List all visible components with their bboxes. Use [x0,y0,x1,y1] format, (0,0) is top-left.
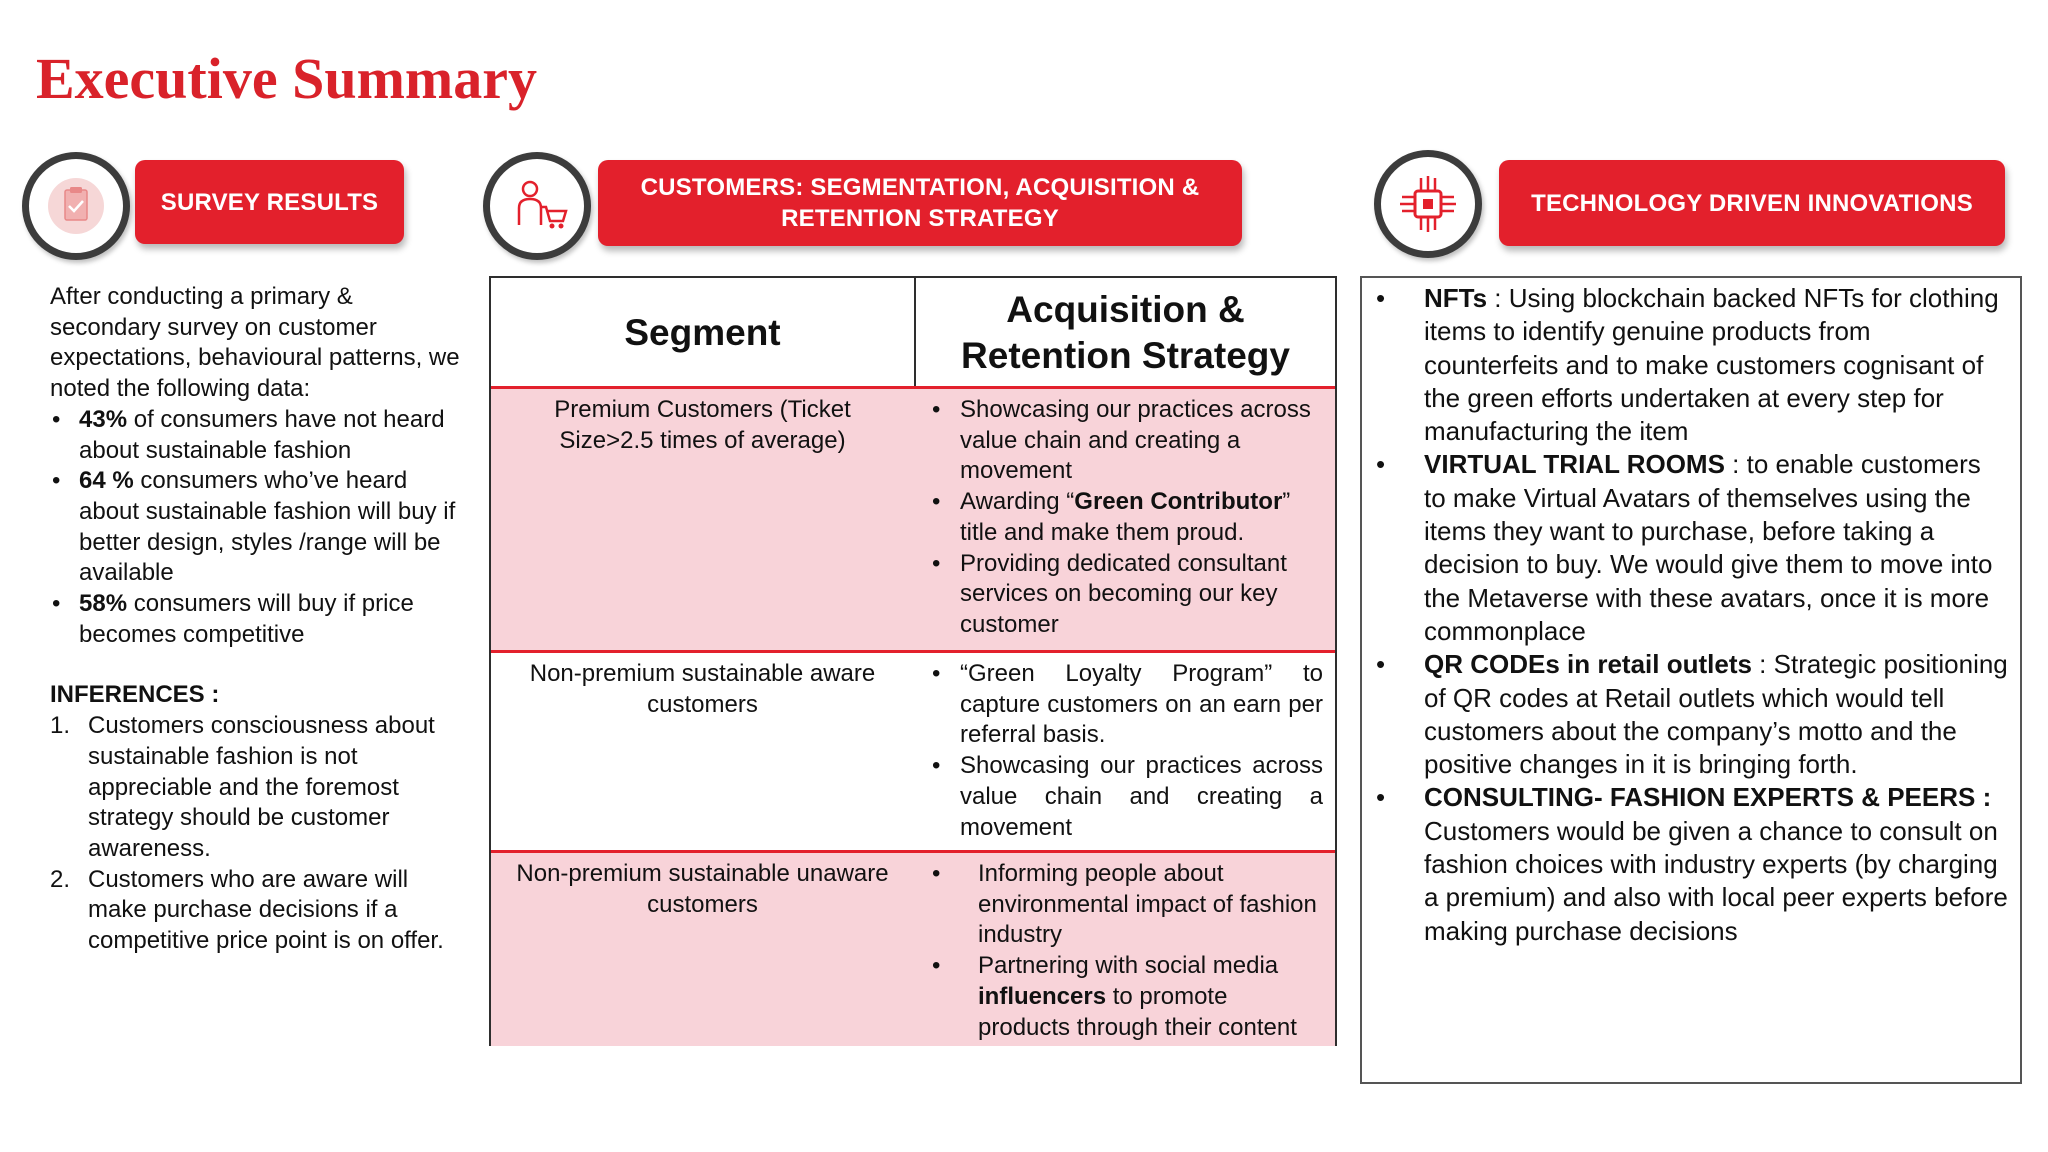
table-header-strategy: Acquisition & Retention Strategy [961,289,1290,376]
table-row [491,850,1335,1046]
survey-findings-list [50,405,470,651]
strategy-cell [916,659,1335,843]
finding-item: • 58% consumers will buy if price becomes competitive [50,589,470,650]
strategy-item: • Showcasing our practices across value chain and creating a movement [930,395,1323,487]
inference-item: 2. Customers who are aware will make purchase decisions if a competitive price point is on offer. [50,865,444,955]
strategy-item: • Partnering with social media influencers to promote products through their content [930,951,1323,1043]
table-row [491,650,1335,850]
strategy-item: • Awarding “Green Contributor” title and make them proud. [930,487,1323,548]
strategy-cell [916,395,1335,641]
customers-strategy-header: CUSTOMERS: SEGMENTATION, ACQUISITION & RETENTION STRATEGY [598,160,1242,246]
segment-cell: Non-premium sustainable aware customers [529,660,876,718]
customers-icon-badge [483,152,591,260]
inferences-title: INFERENCES : [50,681,220,709]
shopping-cart-person-icon [506,175,568,237]
technology-innovations-box [1360,276,2022,1084]
strategy-cell [916,859,1335,1043]
segment-cell: Premium Customers (Ticket Size>2.5 times of average) [554,396,851,454]
innovation-item: • QR CODEs in retail outlets : Strategic positioning of QR codes at Retail outlets which would tell customers about the company’s motto and the positive changes in it is bringing forth. [1374,648,2008,781]
survey-icon-badge [22,152,130,260]
page-title: Executive Summary [36,46,537,111]
strategy-item: • Showcasing our practices across value chain and creating a movement [930,751,1323,843]
segmentation-table [489,276,1337,1046]
inference-item: 1. Customers consciousness about sustainable fashion is not appreciable and the foremost strategy should be customer awareness. [50,712,435,862]
table-row [491,386,1335,650]
innovation-item: • CONSULTING- FASHION EXPERTS & PEERS : Customers would be given a chance to consult on fashion choices with industry experts (by charging a premium) and also with local peer experts before making purchase decisions [1374,781,2008,947]
table-header-segment: Segment [624,312,781,353]
survey-intro: After conducting a primary & secondary survey on customer expectations, behavioural patterns, we noted the following data: [50,283,460,403]
strategy-item: • Informing people about environmental impact of fashion industry [930,859,1323,951]
finding-item: • 64 % consumers who’ve heard about sustainable fashion will buy if better design, styles /range will be available [50,466,470,589]
segment-cell: Non-premium sustainable unaware customers [516,860,889,918]
strategy-item: • “Green Loyalty Program” to capture customers on an earn per referral basis. [930,659,1323,751]
circuit-chip-icon [1396,172,1460,236]
survey-results-text [50,282,470,957]
strategy-item: • Providing dedicated consultant services on becoming our key customer [930,549,1323,641]
finding-item: • 43% of consumers have not heard about sustainable fashion [50,405,470,466]
innovation-item: • NFTs : Using blockchain backed NFTs for clothing items to identify genuine products from counterfeits and to make customers cognisant of the green efforts undertaken at every step for manufacturing the item [1374,282,2008,448]
survey-results-header: SURVEY RESULTS [135,160,404,244]
technology-innovations-header: TECHNOLOGY DRIVEN INNOVATIONS [1499,160,2005,246]
inferences-list [50,711,470,957]
technology-icon-badge [1374,150,1482,258]
innovation-item: • VIRTUAL TRIAL ROOMS : to enable customers to make Virtual Avatars of themselves using the items they want to purchase, before taking a decision to buy. We would give them to move into the Metaverse with these avatars, once it is more commonplace [1374,448,2008,648]
survey-clipboard-icon [46,176,106,236]
